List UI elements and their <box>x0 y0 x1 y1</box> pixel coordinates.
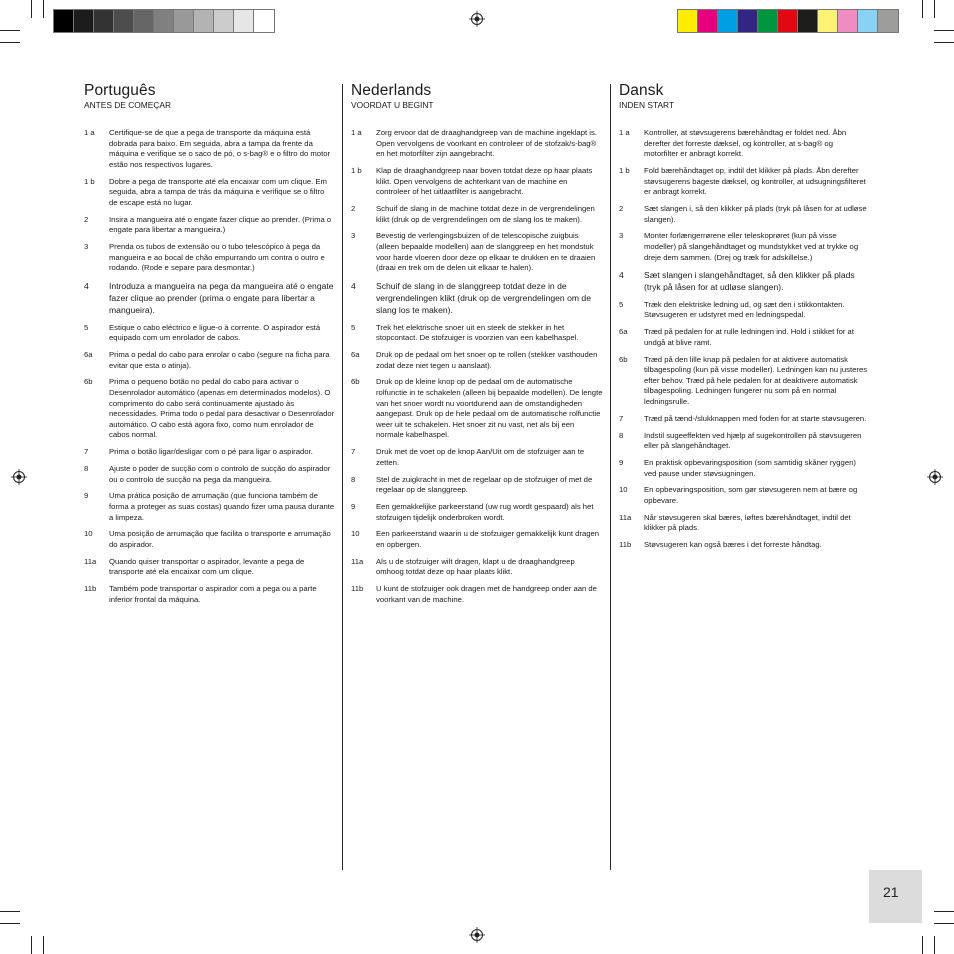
step-text: Druk op de pedaal om het snoer op te rollen (stekker vasthouden zodat deze niet tegen u aanslaat). <box>376 350 598 370</box>
color-swatch <box>174 10 194 32</box>
step-number: 1 a <box>84 128 95 137</box>
crop-mark <box>934 911 954 912</box>
step-text: Trek het elektrische snoer uit en steek de stekker in het stopcontact. De stofzuiger is voorzien van een kabelhaspel. <box>376 322 579 343</box>
instruction-item <box>619 300 869 321</box>
step-text: Também pode transportar o aspirador com a pega ou a parte inferior frontal da máquina. <box>109 584 317 604</box>
column-danish <box>619 82 869 557</box>
instruction-item <box>619 327 869 348</box>
step-text: Når støvsugeren skal bæres, løftes bærehåndtaget, indtil det klikker på plads. <box>644 512 851 533</box>
column-divider <box>342 84 343 870</box>
color-swatch <box>94 10 114 32</box>
step-text: Uma posição de arrumação que facilita o transporte e arrumação do aspirador. <box>109 529 331 549</box>
section-title: Nederlands <box>351 82 432 99</box>
step-text: Indstil sugeeffekten ved hjælp af sugekontrollen på støvsugeren eller på slangehåndtaget. <box>644 430 862 451</box>
registration-mark-icon <box>469 11 485 27</box>
color-swatch <box>234 10 254 32</box>
step-text: Schuif de slang in de machine totdat deze in de vergrendelingen klikt (druk op de vergrendelingen om de slang los te maken). <box>376 203 595 224</box>
step-text: Træd på pedalen for at rulle ledningen ind. Hold i stikket for at undgå at blive ramt. <box>644 327 854 347</box>
step-number: 7 <box>619 413 624 423</box>
instruction-item <box>351 475 603 496</box>
step-text: Prima o pequeno botão no pedal do cabo para activar o Desenrolador automático (apenas em determinados modelos). O comprimento do cabo será continuamente ajustado às necessidades. Prima todo o pedal para desactivar o Desenrolador automático. O cabo está agora fixo, como num enrolador de cabos normal. <box>109 377 335 440</box>
instruction-item <box>619 540 869 551</box>
step-number: 5 <box>84 322 89 332</box>
step-text: Als u de stofzuiger wilt dragen, klapt u de draaghandgreep omhoog totdat deze op haar plaats klikt. <box>376 556 575 577</box>
instruction-item <box>84 280 335 317</box>
step-number: 11b <box>351 584 364 594</box>
step-text: Een gemakkelijke parkeerstand (uw rug wordt gespaard) als het stofzuigen tijdelijk onderbroken wordt. <box>376 501 594 522</box>
instruction-item <box>619 485 869 506</box>
step-text: Introduza a mangueira na pega da mangueira até o engate fazer clique ao prender (prima o engate para libertar a mangueira). <box>109 280 334 316</box>
step-number: 4 <box>84 280 89 291</box>
color-swatch <box>678 10 698 32</box>
instruction-item <box>84 215 335 236</box>
instruction-item <box>351 280 603 317</box>
step-text: Klap de draaghandgreep naar boven totdat deze op haar plaats klikt. Open vervolgens de achterkant van de machine en controleer of het uitlaatfilter is aangebracht. <box>376 165 593 197</box>
step-number: 11a <box>351 556 364 566</box>
color-swatch <box>214 10 234 32</box>
step-text: Træk den elektriske ledning ud, og sæt den i stikkontakten. Støvsugeren er udstyret med en ledningspedal. <box>644 299 845 320</box>
column-portuguese <box>84 82 335 611</box>
instruction-item <box>351 502 603 523</box>
instruction-item <box>84 177 335 209</box>
step-number: 1 b <box>84 176 95 186</box>
step-text: Druk op de kleine knop op de pedaal om de automatische rolfunctie in te schakelen (alleen bij bepaalde modellen). De lengte van het snoer wordt nu voortdurend aan de omstandigheden aangepast. Druk op de hele pedaal om de automatische rolfunctie weer uit te schakelen. Het snoer zit nu vast, net als bij een normale kabelhaspel. <box>376 377 603 440</box>
instruction-item <box>84 557 335 578</box>
step-text: Uma prática posição de arrumação (que funciona também de forma a proteger as suas costas) quando fizer uma pausa durante a limpeza. <box>109 491 335 522</box>
instruction-item <box>351 231 603 273</box>
crop-mark <box>43 936 44 954</box>
color-swatch <box>758 10 778 32</box>
color-swatch <box>798 10 818 32</box>
step-number: 8 <box>351 474 356 484</box>
step-number: 5 <box>351 322 356 332</box>
instruction-item <box>84 447 335 458</box>
color-swatch <box>54 10 74 32</box>
crop-mark <box>934 0 935 18</box>
step-text: Een parkeerstand waarin u de stofzuiger gemakkelijk kunt dragen en opbergen. <box>376 529 600 549</box>
step-text: Zorg ervoor dat de draaghandgreep van de machine ingeklapt is. Open vervolgens de voorkant en controleer of de stofzak/s-bag® en het motorfilter zijn aangebracht. <box>376 128 597 159</box>
step-number: 6b <box>619 354 628 364</box>
instruction-item <box>84 464 335 485</box>
step-number: 1 b <box>351 165 362 175</box>
step-number: 2 <box>619 203 624 213</box>
step-text: Sæt slangen i, så den klikker på plads (tryk på låsen for at udløse slangen). <box>644 203 867 224</box>
color-swatch <box>698 10 718 32</box>
instruction-item <box>619 128 869 160</box>
instruction-item <box>351 377 603 441</box>
instruction-item <box>619 414 869 425</box>
instruction-item <box>351 204 603 225</box>
registration-mark-icon <box>927 469 943 485</box>
step-text: Ajuste o poder de sucção com o controlo de sucção do aspirador ou o controlo de sucção na pega da mangueira. <box>109 463 331 484</box>
step-number: 11a <box>84 556 97 566</box>
step-number: 7 <box>351 447 356 457</box>
section-title: Dansk <box>619 82 664 99</box>
instruction-list <box>619 128 869 551</box>
section-subtitle: ANTES DE COMEÇAR <box>84 100 172 110</box>
step-text: Certifique-se de que a pega de transporte da máquina está dobrada para baixo. Em seguida, abra a tampa da frente da máquina e verifique se o saco de pó, o s-bag® e o filtro do motor estão nos respectivos lugares. <box>109 128 331 169</box>
page-number-box <box>869 870 922 923</box>
crop-mark <box>934 923 954 924</box>
instruction-item <box>84 323 335 344</box>
step-number: 8 <box>84 463 89 473</box>
step-number: 6b <box>84 377 93 387</box>
instruction-item <box>351 323 603 344</box>
step-text: Prima o pedal do cabo para enrolar o cabo (segure na ficha para evitar que esta o atinja). <box>109 350 330 370</box>
step-number: 2 <box>351 203 356 213</box>
step-text: Schuif de slang in de slanggreep totdat deze in de vergrendelingen klikt (druk op de vergrendelingen om de slang los te maken). <box>376 280 591 316</box>
step-text: Druk met de voet op de knop Aan/Uit om de stofzuiger aan te zetten. <box>376 447 585 467</box>
crop-mark <box>922 0 923 18</box>
instruction-item <box>351 166 603 198</box>
instruction-item <box>619 355 869 408</box>
step-text: Sæt slangen i slangehåndtaget, så den klikker på plads (tryk på låsen for at udløse slangen). <box>644 270 855 293</box>
step-number: 3 <box>84 241 89 251</box>
color-swatch <box>858 10 878 32</box>
step-text: Estique o cabo eléctrico e ligue-o à corrente. O aspirador está equipado com um enrolador de cabos. <box>109 322 321 343</box>
crop-mark <box>0 923 20 924</box>
instruction-list <box>84 128 335 605</box>
crop-mark <box>0 911 20 912</box>
step-number: 4 <box>619 270 624 281</box>
color-swatch <box>738 10 758 32</box>
step-number: 6a <box>351 350 360 360</box>
step-number: 1 a <box>351 128 362 137</box>
color-swatch <box>134 10 154 32</box>
instruction-item <box>619 458 869 479</box>
step-number: 4 <box>351 280 356 291</box>
step-number: 3 <box>619 231 624 241</box>
step-number: 2 <box>84 214 89 224</box>
instruction-list <box>351 128 603 605</box>
crop-mark <box>31 0 32 18</box>
crop-mark <box>0 42 20 43</box>
page-number: 21 <box>883 884 899 900</box>
instruction-item <box>619 231 869 263</box>
crop-mark <box>31 936 32 954</box>
instruction-item <box>84 491 335 523</box>
instruction-item <box>84 529 335 550</box>
color-swatch <box>878 10 898 32</box>
step-text: Bevestig de verlengingsbuizen of de telescopische zuigbuis (alleen bepaalde modellen) aan de slanggreep en het mondstuk voor harde vloeren door deze op elkaar te drukken en te draaien (draai en trek om de delen uit elkaar te halen). <box>376 231 596 273</box>
section-subtitle: INDEN START <box>619 100 675 110</box>
step-number: 7 <box>84 447 89 457</box>
crop-mark <box>922 936 923 954</box>
color-swatch <box>154 10 174 32</box>
color-swatch <box>254 10 274 32</box>
step-text: Støvsugeren kan også bæres i det forreste håndtag. <box>644 540 822 550</box>
step-number: 9 <box>84 491 89 501</box>
step-number: 11a <box>619 512 632 522</box>
instruction-item <box>351 350 603 371</box>
step-text: Prima o botão ligar/desligar com o pé para ligar o aspirador. <box>109 447 313 457</box>
instruction-item <box>619 269 869 293</box>
column-dutch <box>351 82 603 611</box>
instruction-item <box>351 557 603 578</box>
crop-mark <box>934 42 954 43</box>
step-text: Prenda os tubos de extensão ou o tubo telescópico à pega da mangueira e ao bocal de chão empurrando um contra o outro e rodando. (Rode e separe para desmontar.) <box>109 241 325 273</box>
step-number: 6a <box>619 327 628 337</box>
color-swatch <box>114 10 134 32</box>
step-text: En praktisk opbevaringsposition (som samtidig skåner ryggen) ved pause under støvsugningen. <box>644 457 856 478</box>
instruction-item <box>84 128 335 170</box>
step-number: 6b <box>351 377 360 387</box>
instruction-item <box>351 584 603 605</box>
step-number: 3 <box>351 231 356 241</box>
step-number: 10 <box>619 485 628 495</box>
color-swatch <box>818 10 838 32</box>
instruction-item <box>619 513 869 534</box>
color-calibration-bar <box>677 9 899 33</box>
instruction-item <box>351 529 603 550</box>
color-swatch <box>718 10 738 32</box>
step-number: 6a <box>84 350 93 360</box>
color-swatch <box>778 10 798 32</box>
step-text: Træd på den lille knap på pedalen for at aktivere automatisk tilbagespoling (kun på visse modeller). Ledningen kan nu justeres efter behov. Træd på hele pedalen for at deaktivere automatisk tilbagespoling. Ledningen fungerer nu som på en normal ledningsrulle. <box>644 354 868 406</box>
step-number: 5 <box>619 299 624 309</box>
step-number: 11b <box>84 584 97 594</box>
instruction-item <box>84 584 335 605</box>
instruction-item <box>351 128 603 160</box>
color-swatch <box>194 10 214 32</box>
crop-mark <box>934 30 954 31</box>
step-text: U kunt de stofzuiger ook dragen met de handgreep onder aan de voorkant van de machine. <box>376 584 597 604</box>
instruction-item <box>619 166 869 198</box>
step-number: 9 <box>351 501 356 511</box>
grayscale-calibration-bar <box>53 9 275 33</box>
instruction-item <box>619 204 869 225</box>
step-number: 1 a <box>619 128 630 137</box>
step-text: En opbevaringsposition, som gør støvsugeren nem at bære og opbevare. <box>644 485 858 505</box>
step-number: 9 <box>619 457 624 467</box>
step-text: Stel de zuigkracht in met de regelaar op de stofzuiger of met de regelaar op de slanggreep. <box>376 474 593 495</box>
crop-mark <box>43 0 44 18</box>
step-text: Insira a mangueira até o engate fazer clique ao prender. (Prima o engate para libertar a mangueira.) <box>109 214 332 235</box>
step-number: 10 <box>84 529 93 539</box>
instruction-item <box>84 377 335 441</box>
step-number: 11b <box>619 540 632 550</box>
step-number: 10 <box>351 529 360 539</box>
step-text: Monter forlængerrørene eller teleskoprøret (kun på visse modeller) på slangehåndtaget og mundstykket ved at trykke og dreje dem sammen. (Drej og træk for adskillelse.) <box>644 231 859 262</box>
step-text: Fold bærehåndtaget op, indtil det klikker på plads. Åbn derefter støvsugerens bageste dæksel, og kontroller, at udsugningsfilteret er anbragt korrekt. <box>644 165 866 197</box>
instruction-item <box>84 350 335 371</box>
crop-mark <box>934 936 935 954</box>
crop-mark <box>0 30 20 31</box>
instruction-item <box>84 242 335 274</box>
registration-mark-icon <box>11 469 27 485</box>
instruction-item <box>351 447 603 468</box>
step-number: 8 <box>619 430 624 440</box>
section-title: Português <box>84 82 156 99</box>
step-text: Træd på tænd-/slukknappen med foden for at starte støvsugeren. <box>644 413 867 423</box>
step-text: Quando quiser transportar o aspirador, levante a pega de transporte até ela encaixar com um clique. <box>109 556 305 577</box>
step-number: 1 b <box>619 165 630 175</box>
column-divider <box>610 84 611 870</box>
step-text: Kontroller, at støvsugerens bærehåndtag er foldet ned. Åbn derefter det forreste dæksel, og kontroller, at s-bag® og motorfilter er anbragt korrekt. <box>644 128 847 159</box>
color-swatch <box>74 10 94 32</box>
step-text: Dobre a pega de transporte até ela encaixar com um clique. Em seguida, abra a tampa de trás da máquina e verifique se o filtro de escape está no lugar. <box>109 176 327 207</box>
color-swatch <box>838 10 858 32</box>
section-subtitle: VOORDAT U BEGINT <box>351 100 434 110</box>
instruction-item <box>619 431 869 452</box>
registration-mark-icon <box>469 927 485 943</box>
